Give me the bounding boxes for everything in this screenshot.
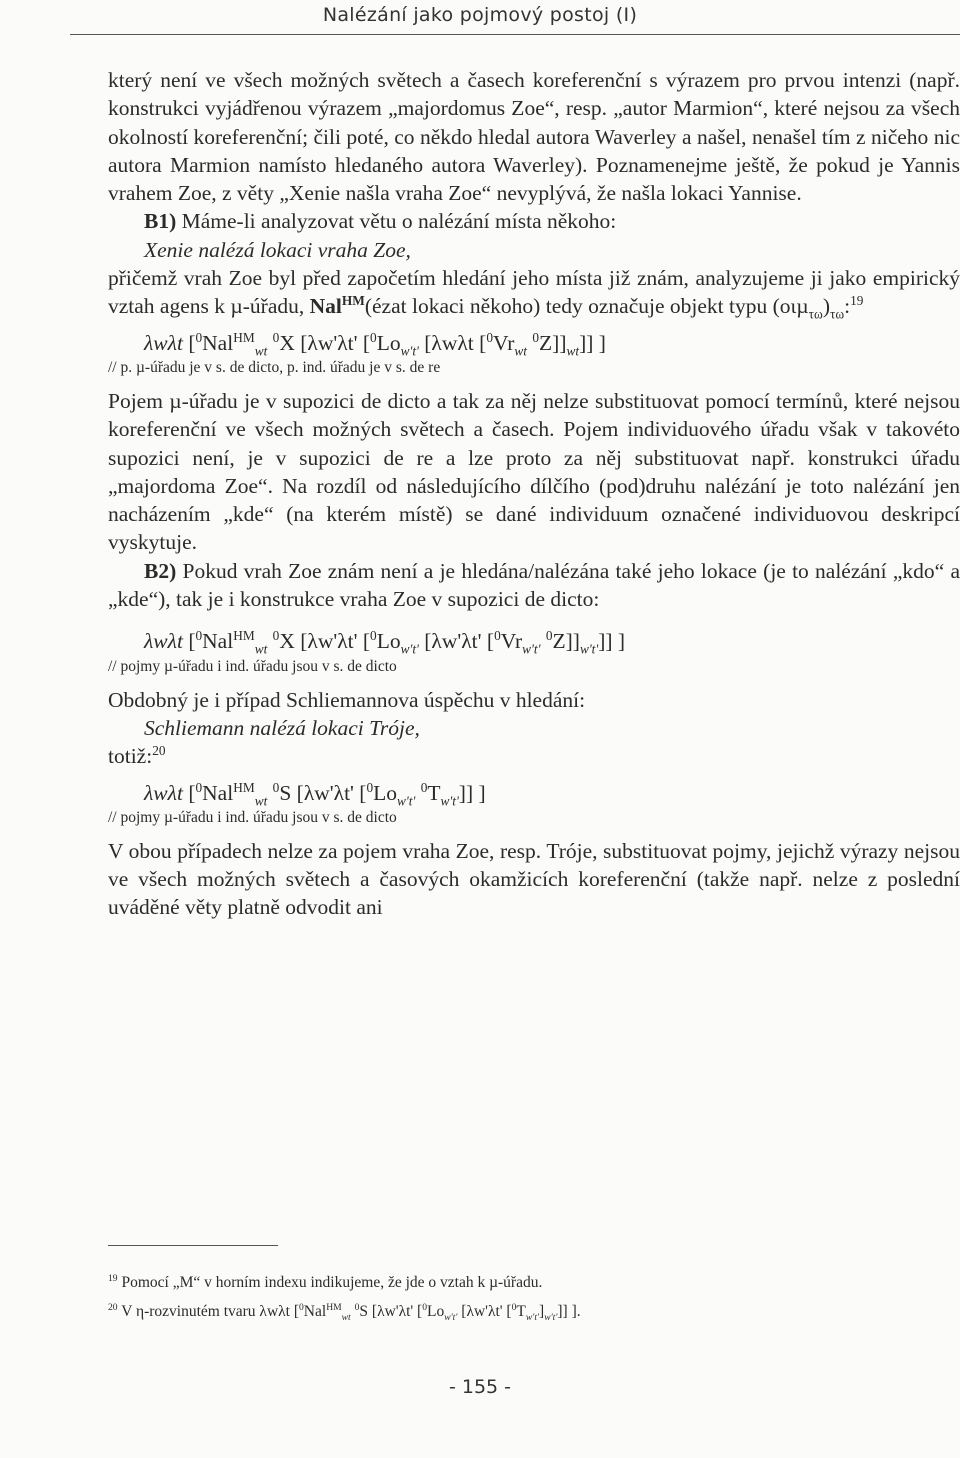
b1-text: Máme-li analyzovat větu o nalézání místa někoho: — [181, 209, 617, 234]
f2-b: [λw'λt' [ — [418, 629, 495, 654]
f2-nal: Nal — [202, 629, 234, 654]
paragraph-b1 — [108, 207, 960, 235]
spacer — [108, 829, 960, 837]
fn20-lo: Lo — [427, 1303, 445, 1320]
fn20-a: V η-rozvinutém tvaru λwλt [ — [117, 1303, 299, 1320]
fn20-wt3: w't' — [525, 1312, 540, 1324]
paragraph-5: V obou případech nelze za pojem vraha Zoe, resp. Tróje, substituovat pojmy, jejichž výrazy nejsou ve všech možných světech a časových okamžicích koreferenční (takže např. nelze z poslední uváděné věty platně odvodit ani — [108, 838, 960, 920]
f2-s0b: 0 — [272, 628, 280, 644]
footnote-19-text: Pomocí „M“ v horním indexu indikujeme, že jde o vztah k µ-úřadu. — [117, 1274, 543, 1291]
fn20-c: ] — [539, 1303, 545, 1320]
f2-hm: HM — [233, 628, 255, 644]
fn20-nal: Nal — [303, 1303, 327, 1320]
f3-wt: wt — [254, 792, 268, 808]
footnote-rule — [108, 1245, 278, 1246]
fn20-s: S [λw'λt' [ — [359, 1303, 423, 1320]
footnote-ref-19[interactable]: 19 — [850, 293, 864, 309]
formula-1 — [108, 329, 960, 357]
f1-hm: HM — [233, 329, 255, 345]
formula-1-lambda: λwλt — [144, 330, 183, 355]
f1-wt2: w't' — [400, 342, 419, 358]
paragraph-1: který není ve všech možných světech a časech koreferenční s výrazem pro prvou intenzi (např. konstrukci vyjádřenou výrazem „majordomus Zoe“, resp. „autor Marmion“, které nejsou za všech okolností koreferenční; čili poté, co někdo hledal autora Waverley a našel, nenašel tím z ničeho nic autora Marmion namísto hledaného autora Waverley). Poznamenejme ještě, že pokud je Yannis vrahem Zoe, z věty „Xenie našla vraha Zoe“ nevyplývá, že našla lokaci Yannise. — [108, 68, 960, 206]
f2-wt2: w't' — [400, 641, 419, 657]
formula-3-lambda: λwλt — [144, 780, 183, 805]
fn20-s0b: 0 — [354, 1301, 360, 1313]
f2-lo: Lo — [376, 629, 401, 654]
f2-x: X [λw'λt' [ — [279, 629, 371, 654]
p2-sub-1: τω — [808, 306, 823, 322]
f2-wt: wt — [254, 641, 268, 657]
f1-s0e: 0 — [532, 329, 540, 345]
f2-s0a: 0 — [195, 628, 203, 644]
p2-text-a: přičemž vrah Zoe byl před započetím hledání jeho místa již znám, analyzujeme ji jako empirický vztah agens k µ-úřadu, — [108, 266, 960, 319]
f3-hm: HM — [233, 779, 255, 795]
f2-a: [ — [182, 629, 196, 654]
f1-s0b: 0 — [272, 329, 280, 345]
footnote-20 — [108, 1297, 960, 1326]
example-sentence-2: Schliemann nalézá lokaci Tróje, — [144, 715, 420, 740]
f1-wt3: wt — [514, 342, 527, 358]
f1-a: [ — [182, 330, 196, 355]
fn20-s0c: 0 — [422, 1301, 428, 1313]
f1-wt4: wt — [566, 342, 580, 358]
fn20-s0d: 0 — [511, 1301, 517, 1313]
f3-nal: Nal — [202, 780, 234, 805]
paragraph-3: Pojem µ-úřadu je v supozici de dicto a tak za něj nelze substituovat pomocí termínů, které nejsou koreferenční ve všech možných světech a časech. Pojem individuového úřadu však v takovéto supozici není, je v supozici de re a lze proto za něj substituovat např. konstrukci úřadu „majordoma Zoe“. Na rozdíl od následujícího dílčího (pod)druhu nalézání je toto nalézání jen nacházením „kde“ (na kterém místě) se dané individuum označené individuovou deskripcí vyskytuje. — [108, 388, 960, 555]
formula-2 — [108, 627, 960, 655]
formula-1-comment: // p. µ-úřadu je v s. de dicto, p. ind. úřadu je v s. de re — [108, 358, 441, 376]
f1-vr: Vr — [492, 330, 515, 355]
formula-3 — [108, 779, 960, 807]
f1-z: Z]] — [539, 330, 567, 355]
nal-symbol — [310, 294, 365, 318]
f1-lo: Lo — [376, 330, 401, 355]
fn20-wt2: w't' — [444, 1312, 458, 1324]
f3-s0d: 0 — [420, 779, 428, 795]
f1-wt: wt — [254, 342, 268, 358]
f2-s0e: 0 — [545, 628, 553, 644]
footnote-19 — [108, 1268, 960, 1297]
footnote-19-number: 19 — [108, 1272, 118, 1284]
b2-text: Pokud vrah Zoe znám není a je hledána/nalézána také jeho lokace (je to nalézání „kdo“ a „kde“), tak je i konstrukce vraha Zoe v supozici de dicto: — [108, 558, 960, 612]
f2-vr: Vr — [500, 629, 523, 654]
fn20-b: [λw'λt' [ — [457, 1303, 512, 1320]
hm-superscript: HM — [341, 293, 365, 309]
f1-end: ]] ] — [579, 330, 606, 355]
f1-s0a: 0 — [195, 329, 203, 345]
fn20-hm: HM — [326, 1301, 342, 1313]
totiz-text: totiž: — [108, 744, 153, 769]
f3-lo: Lo — [373, 780, 398, 805]
example-sentence-1: Xenie nalézá lokaci vraha Zoe, — [144, 237, 411, 262]
f1-s0c: 0 — [370, 329, 377, 345]
f2-wt3: w't' — [522, 641, 541, 657]
page-body — [108, 66, 960, 922]
f1-nal: Nal — [202, 330, 234, 355]
spacer — [108, 613, 960, 627]
fn20-wt: wt — [341, 1312, 351, 1324]
p2-text-b: (ézat lokaci někoho) tedy označuje objekt typu (οιµ — [364, 294, 809, 319]
b1-label: B1) — [144, 209, 177, 234]
f2-wt4: w't' — [579, 641, 599, 657]
fn20-end: ]] ]. — [557, 1303, 581, 1320]
f1-s0d: 0 — [486, 329, 493, 345]
fn20-s0a: 0 — [299, 1301, 304, 1313]
f2-end: ]] ] — [598, 629, 626, 654]
spacer — [108, 678, 960, 686]
fn20-wt4: w't' — [544, 1312, 558, 1324]
f3-wt3: w't' — [440, 792, 459, 808]
p2-sub-2: τω — [829, 306, 845, 322]
nal-label: Nal — [309, 294, 342, 319]
b2-label: B2) — [144, 558, 177, 583]
footnote-ref-20[interactable]: 20 — [152, 743, 166, 759]
spacer — [108, 379, 960, 387]
f2-z: Z]] — [552, 629, 580, 654]
f3-a: [ — [182, 780, 196, 805]
f3-s0a: 0 — [195, 779, 203, 795]
paragraph-4: Obdobný je i případ Schliemannova úspěchu v hledání: — [108, 687, 586, 712]
formula-2-lambda: λwλt — [144, 629, 183, 654]
fn20-t: T — [516, 1303, 526, 1320]
formula-3-comment: // pojmy µ-úřadu i ind. úřadu jsou v s. de dicto — [108, 808, 397, 826]
f3-s0c: 0 — [366, 779, 374, 795]
paragraph-2 — [108, 264, 960, 321]
f3-wt2: w't' — [397, 792, 416, 808]
f1-b: [λwλt [ — [418, 330, 487, 355]
page-number: - 155 - — [448, 1376, 512, 1398]
f3-s0b: 0 — [272, 779, 280, 795]
paragraph-b2 — [108, 557, 960, 614]
f2-s0d: 0 — [494, 628, 501, 644]
f3-s: S [λw'λt' [ — [279, 780, 367, 805]
f1-x: X [λw'λt' [ — [279, 330, 371, 355]
spacer — [108, 771, 960, 779]
formula-2-comment: // pojmy µ-úřadu i ind. úřadu jsou v s. de dicto — [108, 657, 397, 675]
f3-t: T — [427, 780, 441, 805]
spacer — [108, 321, 960, 329]
p2-text-d: : — [844, 294, 851, 319]
footnotes — [108, 1268, 960, 1326]
header-rule — [70, 34, 960, 35]
totiz-line — [108, 742, 960, 770]
footnote-20-number: 20 — [108, 1301, 118, 1313]
f3-end: ]] ] — [458, 780, 486, 805]
running-header: Nalézání jako pojmový postoj (I) — [322, 4, 638, 26]
f2-s0c: 0 — [370, 628, 377, 644]
p2-text-c: ) — [822, 294, 830, 319]
